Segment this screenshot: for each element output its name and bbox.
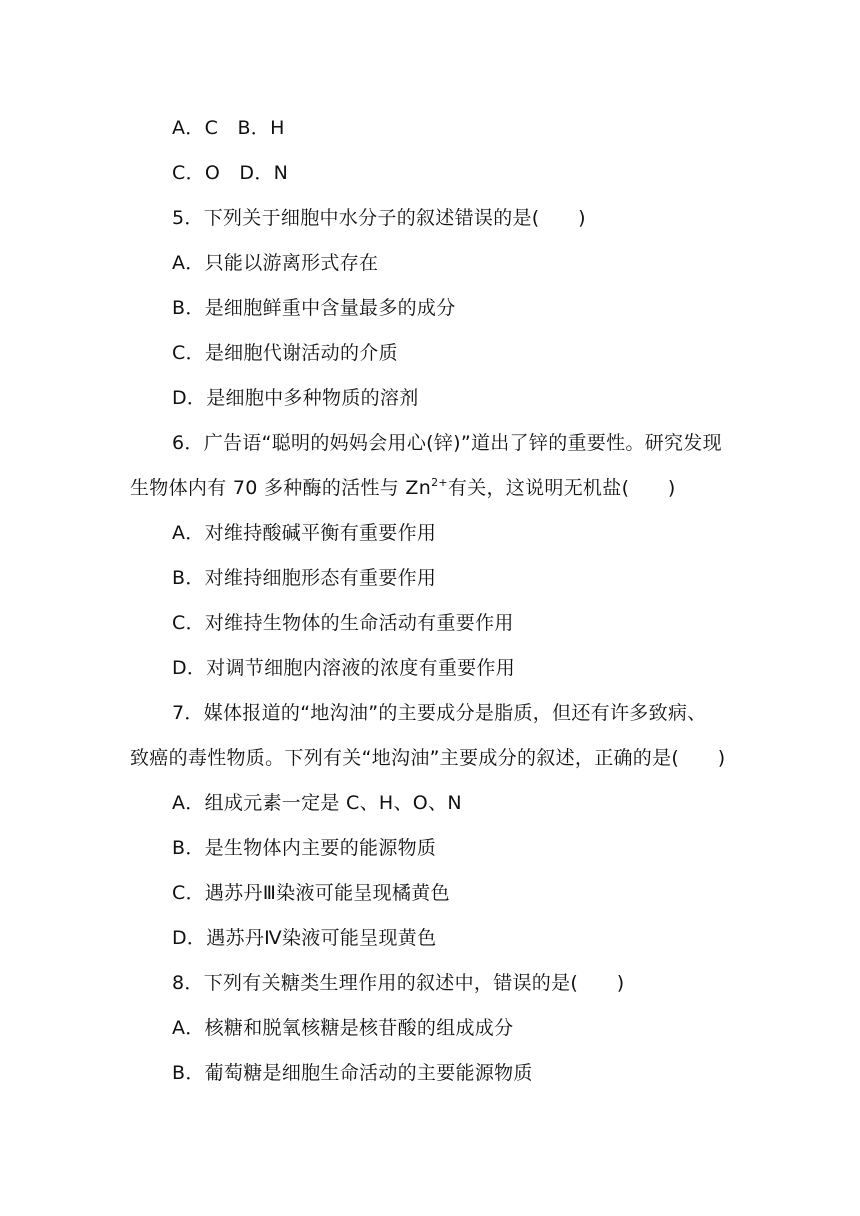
q5-option-b: B．是细胞鲜重中含量最多的成分: [172, 297, 456, 319]
q8-stem: 8．下列有关糖类生理作用的叙述中，错误的是( ): [172, 972, 625, 994]
q6-option-d: D．对调节细胞内溶液的浓度有重要作用: [172, 657, 516, 679]
q5-option-c: C．是细胞代谢活动的介质: [172, 342, 398, 364]
q5-option-d: D．是细胞中多种物质的溶剂: [172, 387, 419, 409]
q6-stem-line2: [130, 474, 676, 502]
q7-stem-line1: 7．媒体报道的“地沟油”的主要成分是脂质，但还有许多致病、: [172, 702, 707, 724]
q8-option-b: B．葡萄糖是细胞生命活动的主要能源物质: [172, 1062, 533, 1084]
q7-stem-line2: 致癌的毒性物质。下列有关“地沟油”主要成分的叙述，正确的是( ): [130, 747, 726, 769]
q5-option-a: A．只能以游离形式存在: [172, 252, 379, 274]
q8-option-a: A．核糖和脱氧核糖是核苷酸的组成成分: [172, 1017, 514, 1039]
q6-stem-line1: 6．广告语“聪明的妈妈会用心(锌)”道出了锌的重要性。研究发现: [172, 432, 722, 454]
q7-option-b: B．是生物体内主要的能源物质: [172, 837, 437, 859]
q6-stem-text-end: 有关，这说明无机盐( ): [447, 477, 676, 499]
q7-option-d: D．遇苏丹Ⅳ染液可能呈现黄色: [172, 927, 437, 949]
q6-option-b: B．对维持细胞形态有重要作用: [172, 567, 437, 589]
q6-option-a: A．对维持酸碱平衡有重要作用: [172, 522, 437, 544]
zn-charge-superscript: 2+: [431, 476, 448, 489]
q4-options-cd: C．O D．N: [172, 162, 289, 184]
q7-option-c: C．遇苏丹Ⅲ染液可能呈现橘黄色: [172, 882, 450, 904]
q5-stem: 5．下列关于细胞中水分子的叙述错误的是( ): [172, 207, 586, 229]
q6-stem-text: 生物体内有 70 多种酶的活性与 Zn: [130, 477, 432, 499]
q6-option-c: C．对维持生物体的生命活动有重要作用: [172, 612, 514, 634]
q7-option-a: A．组成元素一定是 C、H、O、N: [172, 792, 462, 814]
q4-options-ab: A．C B．H: [172, 117, 285, 139]
